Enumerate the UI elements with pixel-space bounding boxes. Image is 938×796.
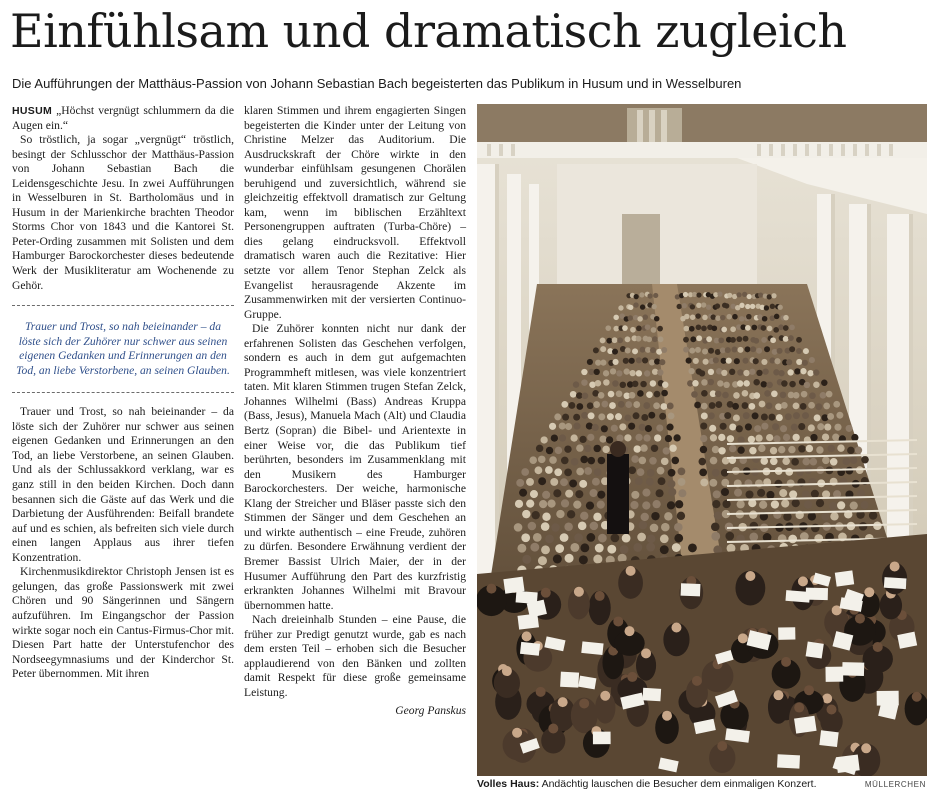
caption-label: Volles Haus: bbox=[477, 778, 540, 790]
paragraph: klaren Stimmen und ihrem engagierten Singen begeisterten die Kinder unter der Leitung von Christine Melzer das Auditorium. Die Ausdruckskraft der Chöre wirkte in den wunderbar einfühlsam gesungenen Chorälen beruhigend und zuversichtlich, während sie gleichzeitig effektvoll dramatisch zur Geltung kam, wenn im biblischen Erzähltext Personengruppen auftraten (Turba-Chöre) – dies gelang eindrucksvoll. Effektvoll dramatisch waren auch die Rezitative: Hier setzte vor allem Tenor Stephan Zelck als Evangelist herausragende Akzente im Zusammenwirken mit der versierten Continuo-Gruppe. bbox=[244, 104, 466, 321]
paragraph: Kirchenmusikdirektor Christoph Jensen ist es gelungen, das große Passionswerk mit zwei Chören und 90 Sängerinnen und Sängern aufzuführen. Im Eingangschor der Passion wirkte sogar noch ein Cantus-Firmus-Chor mit. Diesen Part hatte der Unterstufenchor des Nordseegymnasiums und der Kinderchor St. Peter übernommen. Mit ihren bbox=[12, 565, 234, 681]
paragraph bbox=[12, 104, 234, 133]
caption-text: Andächtig lauschen die Besucher dem einmaligen Konzert. bbox=[541, 778, 817, 790]
paragraph: Nach dreieinhalb Stunden – eine Pause, die früher zur Predigt genutzt wurde, gab es nach dem ersten Teil – erhoben sich die Besucher applaudierend von den Bänken und zollten damit Respekt für diese große gemeinsame Leistung. bbox=[244, 613, 466, 699]
dateline: HUSUM bbox=[12, 105, 52, 117]
photo-credit: MÜLLERCHEN bbox=[864, 780, 926, 789]
pull-quote: Trauer und Trost, so nah beieinander – da löste sich der Zuhörer nur schwer aus seinen eigenen Gedanken und Erinnerungen an den Tod, an liebe Verstorbene, an seinen Glauben. bbox=[12, 305, 234, 393]
author-byline: Georg Panskus bbox=[395, 704, 466, 718]
concert-photo bbox=[477, 104, 927, 776]
article-column-2 bbox=[244, 104, 466, 719]
photo-caption bbox=[477, 778, 927, 790]
paragraph: Die Zuhörer konnten nicht nur dank der erfahrenen Solisten das Geschehen verfolgen, sondern es auch in dem gut aufgemachten Programmheft mitlesen, was viele konzentriert taten. Mit klaren Stimmen trugen Stefan Zelck, Johannes Wilhelmi (Bass) Andreas Kruppa (Bass, Jesus), Manuela Mach (Alt) und Claudia Bertz (Sopran) die Bibel- und Arientexte in einer Weise vor, die das Publikum tief berührten, besonders im Zusammenklang mit den Musikern des Hamburger Barockorchesters. Der weiche, harmonische Klang der Streicher und Bläser passte sich den Stimmen der Sänger und dem Geschehen an und wirkte authentisch – eine Freude, zuhören zu dürfen. Besondere Erwähnung verdient der Bremer Bassist Ulrich Maier, der in der Husumer Aufführung den Part des kurzfristig erkrankten Johannes Wilhelmi mit Bravour übernommen hatte. bbox=[244, 322, 466, 612]
subheadline: Die Aufführungen der Matthäus-Passion von Johann Sebastian Bach begeisterten das Publikum in Husum und in Wesselburen bbox=[12, 76, 742, 91]
paragraph: Trauer und Trost, so nah beieinander – da löste sich der Zuhörer nur schwer aus seinen eigenen Gedanken und Erinnerungen an den Tod, an liebe Verstorbene, an seinen Glauben. Und als der Schlussakkord verklang, war es ganz still in den beiden Kirchen. Doch dann besannen sich die Gäste auf das Werk und die Darbietung der Ausführenden: Beifall brandete auf und es schien, als befreiten sich viele durch einen langen Applaus aus ihrer tiefen Konzentration. bbox=[12, 405, 234, 564]
headline: Einfühlsam und dramatisch zugleich bbox=[10, 4, 847, 58]
article-column-1 bbox=[12, 104, 234, 682]
paragraph-text: „Höchst vergnügt schlummern da die Augen ein.“ bbox=[12, 104, 234, 132]
paragraph: So tröstlich, ja sogar „vergnügt“ tröstlich, besingt der Schlusschor der Matthäus-Passion von Johann Sebastian Bach die Leidensgeschichte Jesu. In zwei Aufführungen in Wesselburen in St. Bartholomäus und in Husum in der Marienkirche brachten Theodor Storms Chor von 1843 und die Kantorei St. Peter-Ording zusammen mit Solisten und dem Hamburger Barockorchester dieses bedeutende Werk der Musikliteratur am Wochenende zu Gehör. bbox=[12, 133, 234, 292]
church-interior-illustration bbox=[477, 104, 927, 776]
